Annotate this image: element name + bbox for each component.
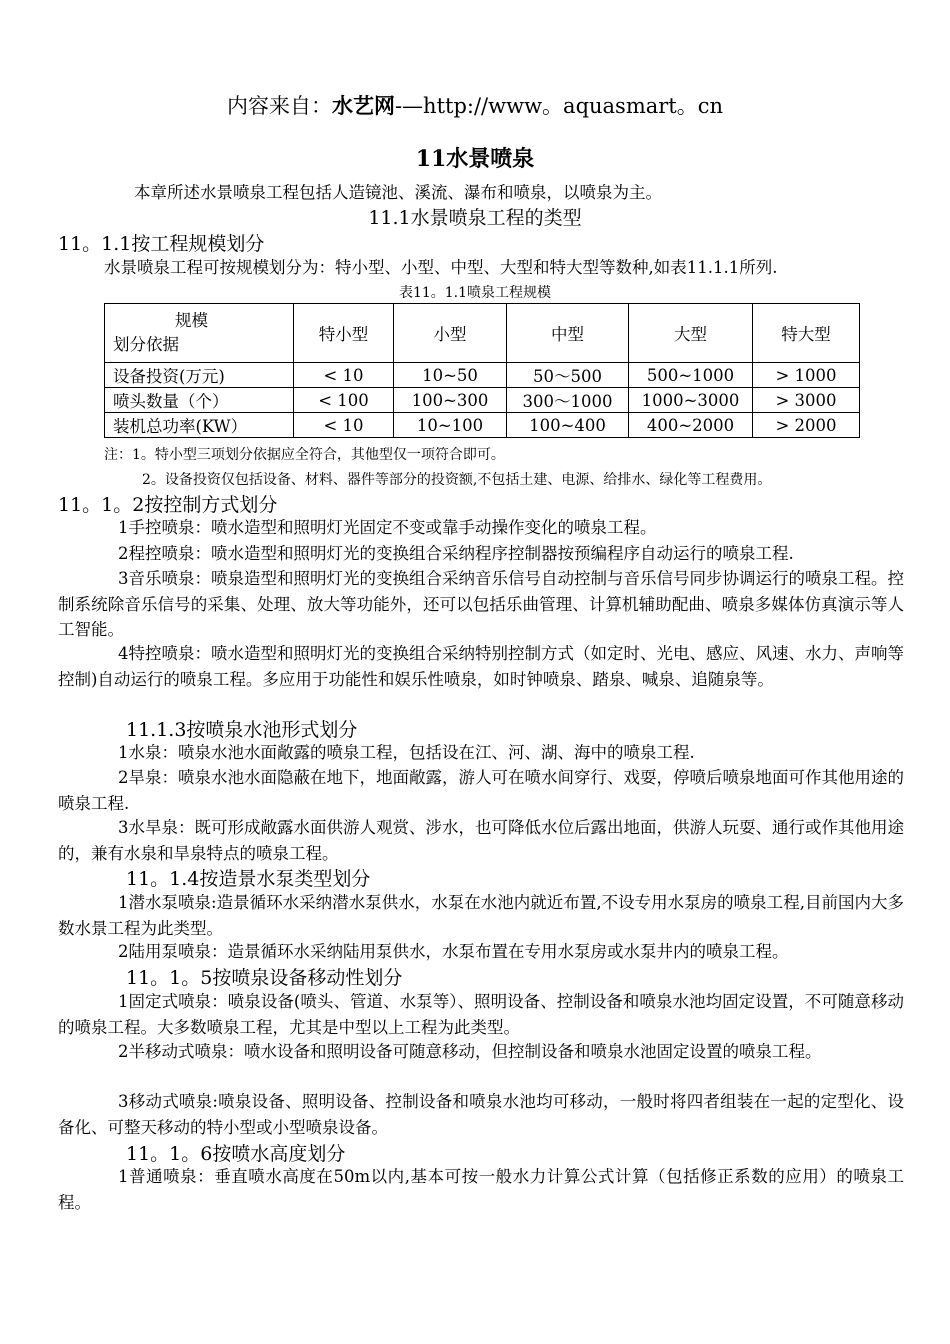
control-type-1: 1手控喷泉：喷水造型和照明灯光固定不变或靠手动操作变化的喷泉工程。 <box>118 518 657 537</box>
row-label: 设备投资(万元) <box>105 363 294 388</box>
row-label: 喷头数量（个） <box>105 388 294 413</box>
table-note-1: 注：1。特小型三项划分依据应全符合，其他型仅一项符合即可。 <box>104 447 505 463</box>
table-cell: > 2000 <box>753 413 860 438</box>
heading-11-1-6: 11。1。6按喷水高度划分 <box>126 1143 346 1165</box>
table-cell: 1000~3000 <box>629 388 753 413</box>
column-header: 特大型 <box>753 304 860 363</box>
mobility-type-2: 2半移动式喷泉：喷水设备和照明设备可随意移动，但控制设备和喷泉水池固定设置的喷泉工程。 <box>118 1042 822 1061</box>
table-cell: 10~50 <box>394 363 507 388</box>
row-label: 装机总功率(KW） <box>105 413 294 438</box>
control-type-3: 3音乐喷泉：喷泉造型和照明灯光的变换组合采纳音乐信号自动控制与音乐信号同步协调运行的喷泉工程。控制系统除音乐信号的采集、处理、放大等功能外，还可以包括乐曲管理、计算机辅助配曲、喷泉多媒体仿真演示等人工智能。 <box>58 569 904 639</box>
column-header: 中型 <box>507 304 629 363</box>
scale-table <box>104 303 860 438</box>
pump-type-2: 2陆用泵喷泉：造景循环水采纳陆用泵供水，水泵布置在专用水泵房或水泵井内的喷泉工程。 <box>118 942 789 961</box>
heading-11-1-1: 11。1.1按工程规模划分 <box>58 233 265 255</box>
table-cell: < 100 <box>294 388 394 413</box>
corner-bottom-label: 划分依据 <box>113 335 179 354</box>
pool-type-1: 1水泉：喷泉水池水面敞露的喷泉工程，包括设在江、河、湖、海中的喷泉工程. <box>118 743 695 762</box>
control-type-2: 2程控喷泉：喷水造型和照明灯光的变换组合采纳程序控制器按预编程序自动运行的喷泉工程. <box>118 544 794 563</box>
table-corner-cell <box>105 304 294 363</box>
column-header: 小型 <box>394 304 507 363</box>
scale-text: 水景喷泉工程可按规模划分为：特小型、小型、中型、大型和特大型等数种,如表11.1.1所列. <box>104 258 778 277</box>
source-site-name: 水艺网 <box>331 93 395 118</box>
table-cell: 400~2000 <box>629 413 753 438</box>
table-caption: 表11。1.1喷泉工程规模 <box>398 285 552 301</box>
heading-11-1-3: 11.1.3按喷泉水池形式划分 <box>126 719 358 741</box>
table-cell: 500~1000 <box>629 363 753 388</box>
pump-type-1: 1潜水泵喷泉:造景循环水采纳潜水泵供水，水泵在水池内就近布置,不设专用水泵房的喷泉工程,目前国内大多数水景工程为此类型。 <box>58 893 904 938</box>
mobility-type-1: 1固定式喷泉：喷泉设备(喷头、管道、水泵等）、照明设备、控制设备和喷泉水池均固定设置，不可随意移动的喷泉工程。大多数喷泉工程，尤其是中型以上工程为此类型。 <box>58 992 904 1037</box>
intro-paragraph: 本章所述水景喷泉工程包括人造镜池、溪流、瀑布和喷泉，以喷泉为主。 <box>134 183 662 202</box>
table-cell: < 10 <box>294 413 394 438</box>
pool-type-3: 3水旱泉：既可形成敞露水面供游人观赏、涉水，也可降低水位后露出地面，供游人玩耍、通行或作其他用途的，兼有水泉和旱泉特点的喷泉工程。 <box>58 818 904 863</box>
chapter-title: 11水景喷泉 <box>415 146 535 172</box>
height-type-1: 1普通喷泉：垂直喷水高度在50m以内,基本可按一般水力计算公式计算（包括修正系数的应用）的喷泉工程。 <box>58 1167 904 1212</box>
table-cell: > 3000 <box>753 388 860 413</box>
table-note-2: 2。设备投资仅包括设备、材料、器件等部分的投资额,不包括土建、电源、给排水、绿化等工程费用。 <box>142 472 772 488</box>
table-cell: > 1000 <box>753 363 860 388</box>
source-prefix: 内容来自： <box>226 94 332 118</box>
table-cell: 300～1000 <box>507 388 629 413</box>
source-line <box>0 90 950 120</box>
heading-11-1-5: 11。1。5按喷泉设备移动性划分 <box>126 967 403 989</box>
pool-type-2: 2旱泉：喷泉水池水面隐蔽在地下，地面敞露，游人可在喷水间穿行、戏耍，停喷后喷泉地面可作其他用途的喷泉工程. <box>58 768 904 813</box>
table-cell: 10~100 <box>394 413 507 438</box>
section-heading-11-1: 11.1水景喷泉工程的类型 <box>368 207 582 229</box>
table-cell: 100~300 <box>394 388 507 413</box>
table-header-row <box>105 304 860 363</box>
table-cell: 100~400 <box>507 413 629 438</box>
mobility-type-3: 3移动式喷泉:喷泉设备、照明设备、控制设备和喷泉水池均可移动，一般时将四者组装在一起的定型化、设备化、可整天移动的特小型或小型喷泉设备。 <box>58 1092 904 1137</box>
source-url: -—http://www。aquasmart。cn <box>394 94 724 118</box>
table-cell: < 10 <box>294 363 394 388</box>
control-type-4: 4特控喷泉：喷水造型和照明灯光的变换组合采纳特别控制方式（如定时、光电、感应、风速、水力、声响等控制)自动运行的喷泉工程。多应用于功能性和娱乐性喷泉，如时钟喷泉、踏泉、喊泉、追随泉等。 <box>58 644 904 689</box>
corner-top-label: 规模 <box>175 311 208 330</box>
table-row <box>105 363 860 388</box>
table-cell: 50～500 <box>507 363 629 388</box>
heading-11-1-2: 11。1。2按控制方式划分 <box>58 494 278 516</box>
column-header: 大型 <box>629 304 753 363</box>
column-header: 特小型 <box>294 304 394 363</box>
table-row <box>105 388 860 413</box>
table-row <box>105 413 860 438</box>
heading-11-1-4: 11。1.4按造景水泵类型划分 <box>126 868 371 890</box>
